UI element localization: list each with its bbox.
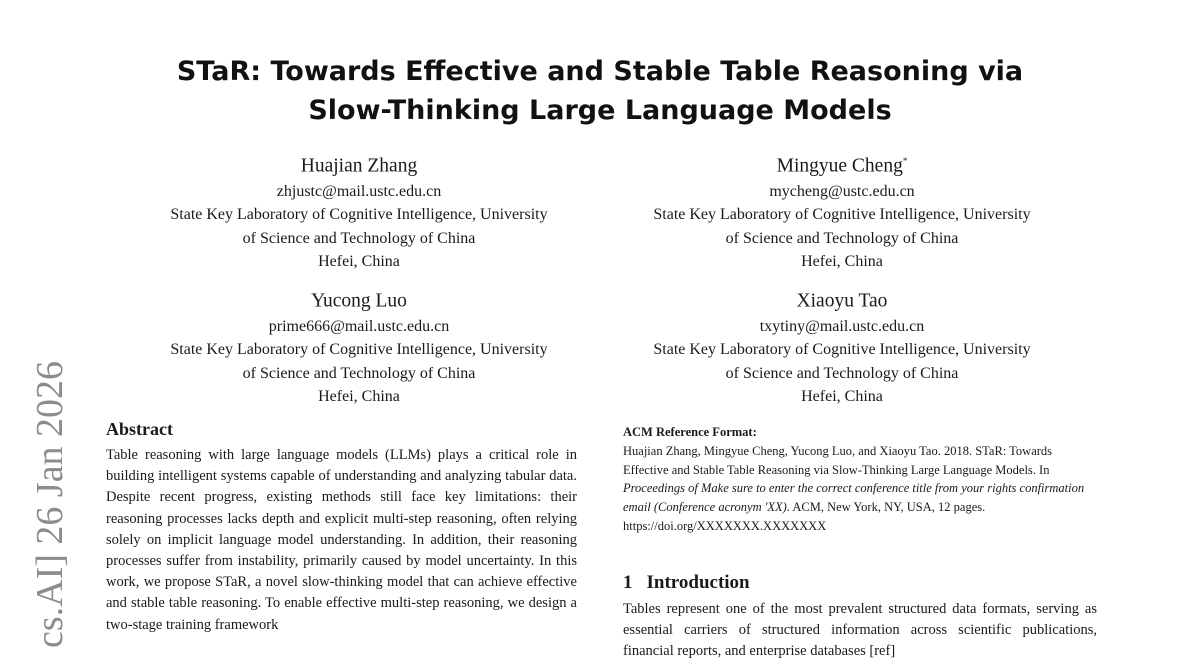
author-affiliation-line-2: of Science and Technology of China (242, 229, 476, 247)
acm-reference-text (623, 442, 1097, 536)
author-affiliation-line-2: of Science and Technology of China (242, 364, 476, 382)
author-affiliation-line-2: of Science and Technology of China (725, 364, 959, 382)
author-affiliation-line-2: of Science and Technology of China (725, 229, 959, 247)
introduction-heading (623, 571, 750, 595)
author-block-3 (114, 283, 604, 409)
author-city: Hefei, China (801, 253, 883, 270)
paper-title (0, 52, 1200, 130)
author-name: Huajian Zhang (300, 155, 418, 177)
author-affiliation-line-1: State Key Laboratory of Cognitive Intelligence, University (653, 206, 1031, 223)
author-email: prime666@mail.ustc.edu.cn (268, 317, 450, 335)
section-number: 1 (623, 572, 633, 593)
author-city: Hefei, China (318, 388, 400, 405)
author-email: txytiny@mail.ustc.edu.cn (759, 317, 925, 335)
corresponding-author-mark: * (902, 156, 908, 166)
author-city: Hefei, China (318, 253, 400, 270)
author-name: Yucong Luo (311, 290, 407, 312)
paper-title-line-2: Slow-Thinking Large Language Models (308, 95, 892, 126)
acm-reference-proceedings: Proceedings of Make sure to enter the correct conference title from your rights confirmation email (Conference acronym 'XX). (623, 481, 1085, 515)
paper-title-line-1: STaR: Towards Effective and Stable Table Reasoning via (176, 56, 1024, 87)
abstract-text: Table reasoning with large language models (LLMs) plays a critical role in building intelligent systems capable of understanding and analyzing tabular data. Despite recent progress, existing methods still face key limitations: their reasoning processes lacks depth and explicit multi-step reasoning, often relying solely on implicit language model understanding. In addition, their reasoning processes suffer from instability, primarily caused by model uncertainty. In this work, we propose STaR, a novel slow-thinking model that can achieve effective and stable table reasoning. To enable effective multi-step reasoning, we design a two-stage training framework (106, 447, 577, 633)
author-block-1 (114, 148, 604, 274)
acm-reference-text-start: Huajian Zhang, Mingyue Cheng, Yucong Luo, and Xiaoyu Tao. 2018. STaR: Towards Effective and Stable Table Reasoning via Slow-Thinking Large Language Models. In (623, 444, 1053, 477)
arxiv-stamp: cs.AI] 26 Jan 2026 (29, 360, 71, 648)
acm-reference-text-end: ACM, New York, NY, USA, 12 pages. https://doi.org/XXXXXXX.XXXXXXX (623, 500, 986, 533)
author-block-4 (597, 283, 1087, 409)
author-city: Hefei, China (801, 388, 883, 405)
author-name: Mingyue Cheng (776, 155, 903, 177)
author-email: zhjustc@mail.ustc.edu.cn (276, 182, 442, 200)
author-affiliation-line-1: State Key Laboratory of Cognitive Intelligence, University (170, 341, 548, 358)
author-email: mycheng@ustc.edu.cn (769, 182, 915, 200)
introduction-text: Tables represent one of the most prevalent structured data formats, serving as essential carriers of structured information across scientific publications, financial reports, and enterprise databases [ref] (623, 601, 1097, 660)
author-name: Xiaoyu Tao (796, 290, 888, 312)
section-title: Introduction (646, 572, 750, 593)
acm-reference-heading: ACM Reference Format: (623, 425, 757, 439)
author-affiliation-line-1: State Key Laboratory of Cognitive Intelligence, University (170, 206, 548, 223)
author-block-2 (597, 148, 1087, 274)
author-affiliation-line-1: State Key Laboratory of Cognitive Intelligence, University (653, 341, 1031, 358)
abstract-heading: Abstract (106, 419, 173, 439)
